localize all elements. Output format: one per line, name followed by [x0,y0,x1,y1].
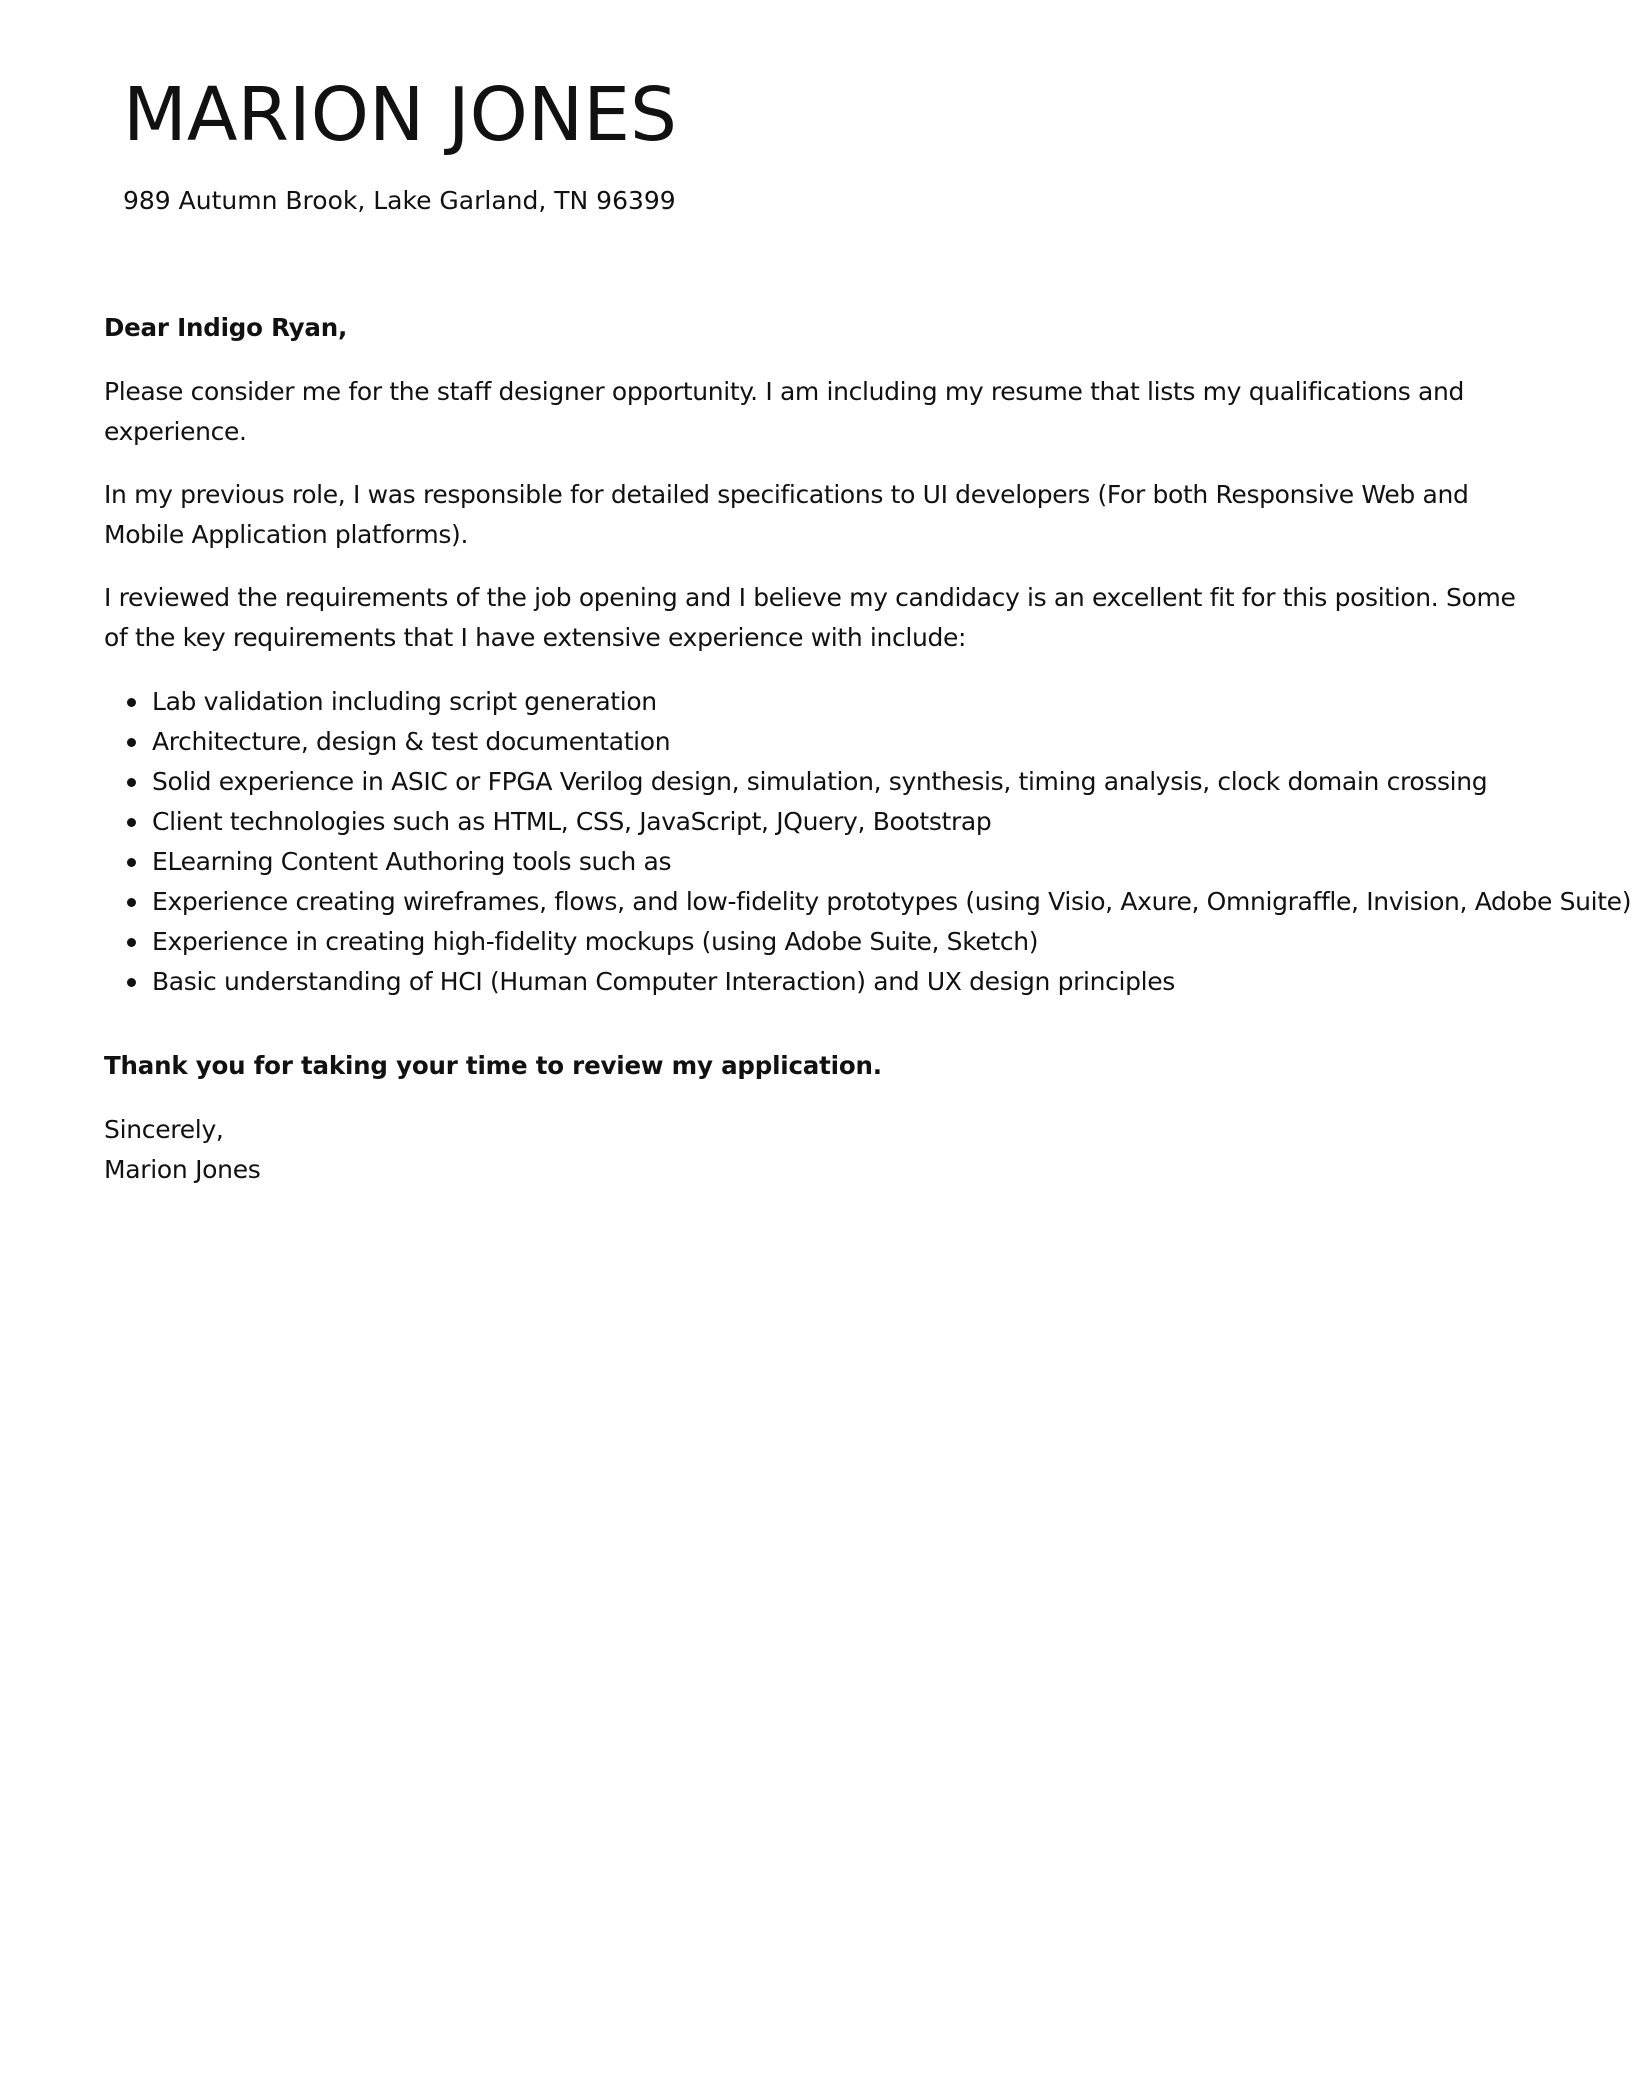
bullet-icon [127,898,136,907]
paragraph-requirements: I reviewed the requirements of the job opening and I believe my candidacy is an excellent fit for this position. Some of the key requirements that I have extensive experience with include: [104,583,1516,652]
list-item-text: Experience in creating high-fidelity mockups (using Adobe Suite, Sketch) [152,927,1039,956]
list-item [104,842,1544,882]
bullet-icon [127,698,136,707]
letter-body [104,308,1632,1190]
list-item [104,682,1544,722]
bullet-icon [127,858,136,867]
list-item [104,882,1632,922]
list-item [104,762,1544,802]
list-item [104,962,1544,1002]
list-item-text: Experience creating wireframes, flows, and low-fidelity prototypes (using Visio, Axure, Omnigraffle, Invision, Adobe Suite) [152,887,1632,916]
list-item-text: Solid experience in ASIC or FPGA Verilog design, simulation, synthesis, timing analysis, clock domain crossing [152,767,1488,796]
bullet-icon [127,818,136,827]
paragraph-intro: Please consider me for the staff designer opportunity. I am including my resume that lists my qualifications and experience. [104,377,1465,446]
thank-you-line: Thank you for taking your time to review my application. [104,1051,882,1080]
list-item-text: Architecture, design & test documentation [152,727,671,756]
paragraph-previous-role: In my previous role, I was responsible for detailed specifications to UI developers (For both Responsive Web and Mobile Application platforms). [104,480,1469,549]
requirements-list [104,682,1632,1002]
letter-header [123,70,677,216]
bullet-icon [127,738,136,747]
list-item-text: ELearning Content Authoring tools such as [152,847,672,876]
closing: Sincerely, [104,1115,224,1144]
list-item [104,922,1544,962]
bullet-icon [127,938,136,947]
bullet-icon [127,778,136,787]
bullet-icon [127,978,136,987]
applicant-name: MARION JONES [123,72,677,158]
salutation: Dear Indigo Ryan, [104,313,348,342]
list-item-text: Lab validation including script generation [152,687,657,716]
applicant-address: 989 Autumn Brook, Lake Garland, TN 96399 [123,186,676,215]
list-item-text: Client technologies such as HTML, CSS, JavaScript, JQuery, Bootstrap [152,807,992,836]
list-item [104,802,1544,842]
list-item-text: Basic understanding of HCI (Human Computer Interaction) and UX design principles [152,967,1175,996]
list-item [104,722,1544,762]
signature-name: Marion Jones [104,1155,261,1184]
